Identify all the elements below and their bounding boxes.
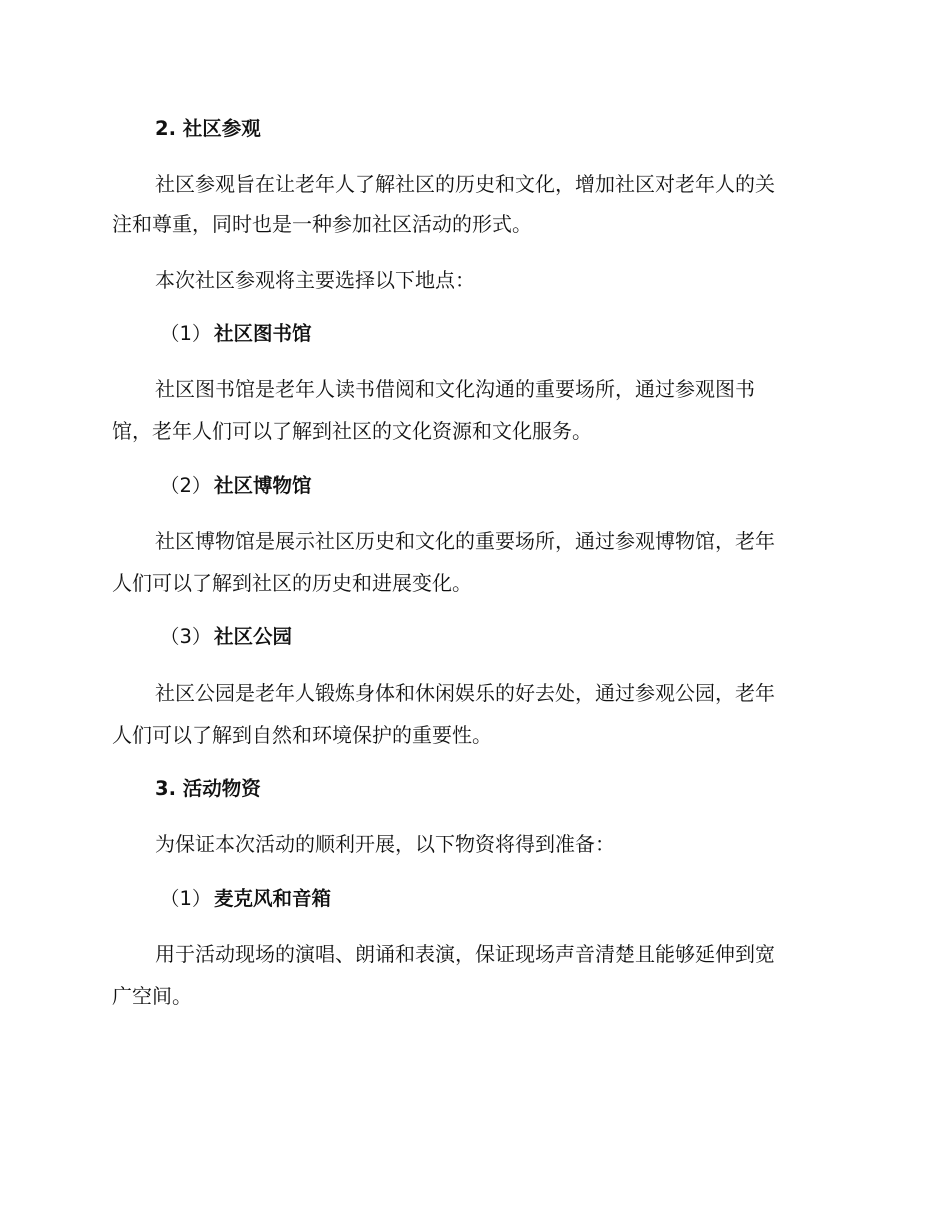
subheading	[160, 885, 331, 913]
paragraph-line: 用于活动现场的演唱、朗诵和表演，保证现场声音清楚且能够延伸到宽	[155, 942, 775, 966]
paragraph-line: 广空间。	[112, 984, 192, 1008]
subheading	[160, 320, 312, 348]
item-number: （1）	[160, 887, 212, 910]
paragraph-line: 为保证本次活动的顺利开展，以下物资将得到准备：	[155, 832, 615, 856]
item-number: （1）	[160, 322, 212, 345]
paragraph-line: 人们可以了解到社区的历史和进展变化。	[112, 571, 472, 595]
paragraph-line: 社区博物馆是展示社区历史和文化的重要场所，通过参观博物馆，老年	[155, 529, 775, 553]
subheading	[160, 472, 312, 500]
item-title: 社区公园	[214, 625, 293, 648]
paragraph-line: 社区公园是老年人锻炼身体和休闲娱乐的好去处，通过参观公园，老年	[155, 681, 775, 705]
section-heading: 3. 活动物资	[155, 777, 261, 800]
paragraph-line: 社区参观旨在让老年人了解社区的历史和文化，增加社区对老年人的关	[155, 172, 775, 196]
paragraph-line: 人们可以了解到自然和环境保护的重要性。	[112, 723, 492, 747]
subheading	[160, 623, 292, 651]
paragraph-line: 本次社区参观将主要选择以下地点：	[155, 268, 475, 292]
item-title: 社区博物馆	[214, 474, 312, 497]
item-number: （3）	[160, 625, 212, 648]
item-number: （2）	[160, 474, 212, 497]
paragraph-line: 社区图书馆是老年人读书借阅和文化沟通的重要场所，通过参观图书	[155, 377, 755, 401]
item-title: 麦克风和音箱	[214, 887, 332, 910]
paragraph-line: 馆，老年人们可以了解到社区的文化资源和文化服务。	[112, 419, 592, 443]
section-heading: 2. 社区参观	[155, 117, 261, 140]
item-title: 社区图书馆	[214, 322, 312, 345]
paragraph-line: 注和尊重，同时也是一种参加社区活动的形式。	[112, 212, 532, 236]
